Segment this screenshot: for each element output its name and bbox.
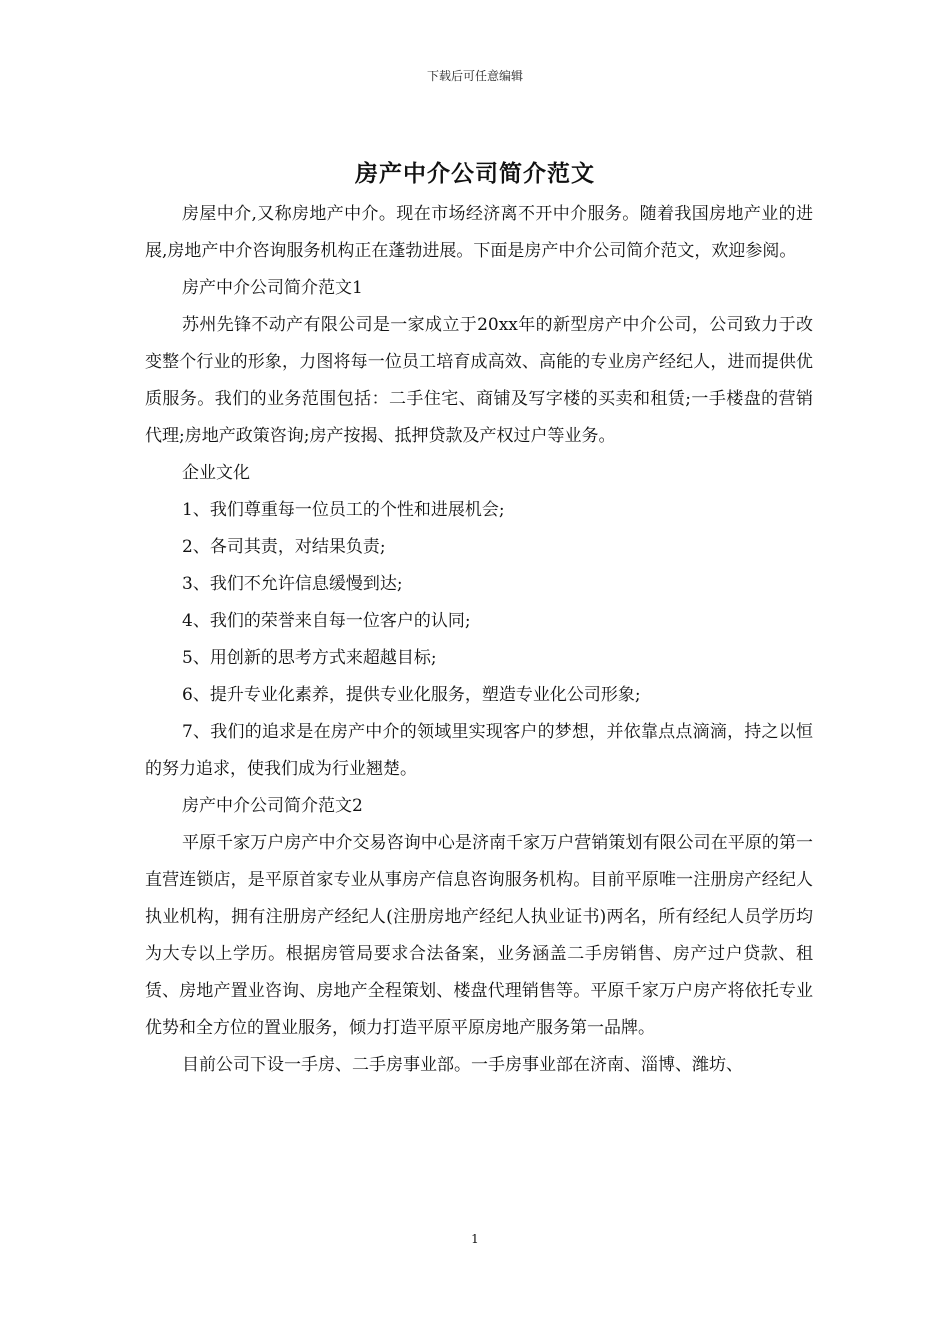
section-heading-sample-2: 房产中介公司简介范文2 [182,796,363,816]
document-body [145,196,813,1084]
page-header-note: 下载后可任意编辑 [426,69,523,83]
page-number: 1 [471,1232,479,1246]
culture-item-2: 2、各司其责，对结果负责; [182,537,386,557]
culture-item-7: 7、我们的追求是在房产中介的领域里实现客户的梦想，并依靠点点滴滴，持之以恒的努力追求，使我们成为行业翘楚。 [145,722,813,779]
sample-1-paragraph: 苏州先锋不动产有限公司是一家成立于20xx年的新型房产中介公司，公司致力于改变整个行业的形象，力图将每一位员工培育成高效、高能的专业房产经纪人，进而提供优质服务。我们的业务范围包括：二手住宅、商铺及写字楼的买卖和租赁;一手楼盘的营销代理;房地产政策咨询;房产按揭、抵押贷款及产权过户等业务。 [145,315,813,446]
culture-item-3: 3、我们不允许信息缓慢到达; [182,574,403,594]
culture-item-6: 6、提升专业化素养，提供专业化服务，塑造专业化公司形象; [182,685,641,705]
culture-item-5: 5、用创新的思考方式来超越目标; [182,648,437,668]
intro-paragraph: 房屋中介,又称房地产中介。现在市场经济离不开中介服务。随着我国房地产业的进展,房地产中介咨询服务机构正在蓬勃进展。下面是房产中介公司简介范文，欢迎参阅。 [145,204,813,261]
culture-item-4: 4、我们的荣誉来自每一位客户的认同; [182,611,471,631]
section-heading-sample-1: 房产中介公司简介范文1 [182,278,363,298]
section-heading-culture: 企业文化 [182,463,250,483]
sample-2-continued-paragraph: 目前公司下设一手房、二手房事业部。一手房事业部在济南、淄博、潍坊、 [182,1055,743,1075]
sample-2-paragraph: 平原千家万户房产中介交易咨询中心是济南千家万户营销策划有限公司在平原的第一直营连锁店，是平原首家专业从事房产信息咨询服务机构。目前平原唯一注册房产经纪人执业机构，拥有注册房产经纪人(注册房地产经纪人执业证书)两名，所有经纪人员学历均为大专以上学历。根据房管局要求合法备案，业务涵盖二手房销售、房产过户贷款、租赁、房地产置业咨询、房地产全程策划、楼盘代理销售等。平原千家万户房产将依托专业优势和全方位的置业服务，倾力打造平原平原房地产服务第一品牌。 [145,833,813,1038]
culture-item-1: 1、我们尊重每一位员工的个性和进展机会; [182,500,505,520]
document-title: 房产中介公司简介范文 [355,161,595,187]
